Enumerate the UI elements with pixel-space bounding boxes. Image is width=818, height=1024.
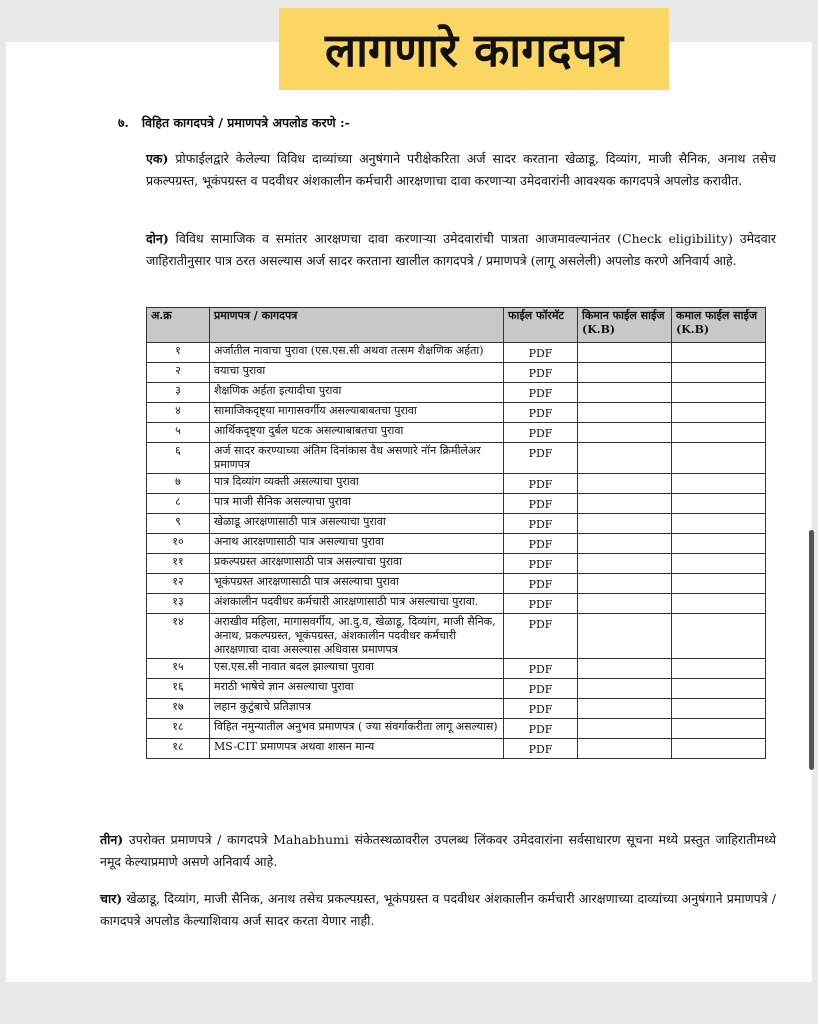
row-max-size xyxy=(672,363,766,383)
row-format: PDF xyxy=(504,659,578,679)
row-document: आर्थिकदृष्ट्या दुर्बल घटक असल्याबाबतचा पुरावा xyxy=(210,423,504,443)
row-document: खेळाडू आरक्षणासाठी पात्र असल्याचा पुरावा xyxy=(210,514,504,534)
header-format: फाईल फॉरमॅट xyxy=(504,308,578,343)
row-max-size xyxy=(672,383,766,403)
row-sr: १ xyxy=(147,343,210,363)
documents-table xyxy=(146,307,766,759)
paragraph-label: दोन) xyxy=(146,231,169,246)
row-max-size xyxy=(672,423,766,443)
row-document: अराखीव महिला, मागासवर्गीय, आ.दु.व, खेळाडू, दिव्यांग, माजी सैनिक, अनाथ, प्रकल्पग्रस्त, भूकंपग्रस्त, अंशकालीन पदवीधर कर्मचारी आरक्षणाचा दावा असल्यास अधिवास प्रमाणपत्र xyxy=(210,614,504,659)
row-document: मराठी भाषेचे ज्ञान असल्याचा पुरावा xyxy=(210,679,504,699)
table-row xyxy=(147,403,766,423)
row-document: लहान कुटुंबाचे प्रतिज्ञापत्र xyxy=(210,699,504,719)
row-max-size xyxy=(672,494,766,514)
row-min-size xyxy=(578,534,672,554)
paragraph-one xyxy=(146,148,776,192)
row-sr: ४ xyxy=(147,403,210,423)
row-format: PDF xyxy=(504,534,578,554)
row-sr: ८ xyxy=(147,494,210,514)
row-max-size xyxy=(672,614,766,659)
row-max-size xyxy=(672,474,766,494)
paragraph-three xyxy=(100,829,776,873)
row-min-size xyxy=(578,514,672,534)
row-format: PDF xyxy=(504,363,578,383)
row-format: PDF xyxy=(504,594,578,614)
row-document: अर्ज सादर करण्याच्या अंतिम दिनांकास वैध असणारे नॉन क्रिमीलेअर प्रमाणपत्र xyxy=(210,443,504,474)
row-document: पात्र माजी सैनिक असल्याचा पुरावा xyxy=(210,494,504,514)
row-sr: १४ xyxy=(147,614,210,659)
row-min-size xyxy=(578,699,672,719)
row-max-size xyxy=(672,554,766,574)
row-format: PDF xyxy=(504,514,578,534)
paragraph-four xyxy=(100,888,776,932)
table-row xyxy=(147,679,766,699)
paragraph-text: खेळाडू, दिव्यांग, माजी सैनिक, अनाथ तसेच प्रकल्पग्रस्त, भूकंपग्रस्त व पदवीधर अंशकालीन कर्मचारी आरक्षणाच्या दाव्यांच्या अनुषंगाने प्रमाणपत्रे / कागदपत्रे अपलोड केल्याशिवाय अर्ज सादर करता येणार नाही. xyxy=(100,891,776,928)
row-min-size xyxy=(578,363,672,383)
row-format: PDF xyxy=(504,343,578,363)
row-format: PDF xyxy=(504,554,578,574)
row-min-size xyxy=(578,343,672,363)
table-row xyxy=(147,423,766,443)
section-title: विहित कागदपत्रे / प्रमाणपत्रे अपलोड करणे :- xyxy=(141,115,350,130)
row-format: PDF xyxy=(504,679,578,699)
table-row xyxy=(147,719,766,739)
row-sr: ५ xyxy=(147,423,210,443)
row-sr: १७ xyxy=(147,699,210,719)
table-row xyxy=(147,614,766,659)
row-document: प्रकल्पग्रस्त आरक्षणासाठी पात्र असल्याचा पुरावा xyxy=(210,554,504,574)
row-sr: ९ xyxy=(147,514,210,534)
row-format: PDF xyxy=(504,423,578,443)
row-format: PDF xyxy=(504,739,578,759)
table-row xyxy=(147,343,766,363)
row-min-size xyxy=(578,423,672,443)
row-max-size xyxy=(672,659,766,679)
row-document: शैक्षणिक अर्हता इत्यादीचा पुरावा xyxy=(210,383,504,403)
table-row xyxy=(147,494,766,514)
table-row xyxy=(147,363,766,383)
scrollbar[interactable] xyxy=(809,530,814,770)
header-sr: अ.क्र xyxy=(147,308,210,343)
row-max-size xyxy=(672,443,766,474)
row-sr: १३ xyxy=(147,594,210,614)
table-row xyxy=(147,383,766,403)
row-min-size xyxy=(578,574,672,594)
table-row xyxy=(147,534,766,554)
row-max-size xyxy=(672,739,766,759)
row-sr: १५ xyxy=(147,659,210,679)
paragraph-label: तीन) xyxy=(100,832,124,847)
title-banner xyxy=(279,8,669,90)
table-body xyxy=(147,343,766,759)
row-min-size xyxy=(578,719,672,739)
row-min-size xyxy=(578,403,672,423)
row-min-size xyxy=(578,594,672,614)
paragraph-text: विविध सामाजिक व समांतर आरक्षणचा दावा करणाऱ्या उमेदवारांची पात्रता आजमावल्यानंतर (Check eligibility) उमेदवार जाहिरातीनुसार पात्र ठरत असल्यास अर्ज सादर करताना खालील कागदपत्रे / प्रमाणपत्रे (लागू असलेली) अपलोड करणे अनिवार्य आहे. xyxy=(146,231,776,268)
row-document: अर्जातील नावाचा पुरावा (एस.एस.सी अथवा तत्सम शैक्षणिक अर्हता) xyxy=(210,343,504,363)
row-max-size xyxy=(672,343,766,363)
table-row xyxy=(147,443,766,474)
row-format: PDF xyxy=(504,719,578,739)
paragraph-two xyxy=(146,228,776,272)
table-header-row xyxy=(147,308,766,343)
row-sr: ११ xyxy=(147,554,210,574)
row-max-size xyxy=(672,719,766,739)
row-format: PDF xyxy=(504,699,578,719)
row-sr: २ xyxy=(147,363,210,383)
section-heading xyxy=(118,114,350,131)
row-sr: १८ xyxy=(147,739,210,759)
row-format: PDF xyxy=(504,494,578,514)
paragraph-label: एक) xyxy=(146,151,169,166)
row-document: अंशकालीन पदवीधर कर्मचारी आरक्षणासाठी पात्र असल्याचा पुरावा. xyxy=(210,594,504,614)
row-sr: १८ xyxy=(147,719,210,739)
row-sr: १२ xyxy=(147,574,210,594)
row-max-size xyxy=(672,514,766,534)
row-document: सामाजिकदृष्ट्या मागासवर्गीय असल्याबाबतचा पुरावा xyxy=(210,403,504,423)
row-document: एस.एस.सी नावात बदल झाल्याचा पुरावा xyxy=(210,659,504,679)
header-document: प्रमाणपत्र / कागदपत्र xyxy=(210,308,504,343)
table-row xyxy=(147,474,766,494)
row-sr: ७ xyxy=(147,474,210,494)
row-document: विहित नमुन्यातील अनुभव प्रमाणपत्र ( ज्या संवर्गाकरीता लागू असल्यास) xyxy=(210,719,504,739)
row-sr: १६ xyxy=(147,679,210,699)
row-sr: ३ xyxy=(147,383,210,403)
row-sr: १० xyxy=(147,534,210,554)
table-row xyxy=(147,659,766,679)
row-document: भूकंपग्रस्त आरक्षणासाठी पात्र असल्याचा पुरावा xyxy=(210,574,504,594)
row-max-size xyxy=(672,403,766,423)
paragraph-label: चार) xyxy=(100,891,123,906)
row-max-size xyxy=(672,699,766,719)
row-format: PDF xyxy=(504,383,578,403)
row-min-size xyxy=(578,659,672,679)
paragraph-text: उपरोक्त प्रमाणपत्रे / कागदपत्रे Mahabhumi संकेतस्थळावरील उपलब्ध लिंकवर उमेदवारांना सर्वसाधारण सूचना मध्ये प्रस्तुत जाहिरातीमध्ये नमूद केल्याप्रमाणे असणे अनिवार्य आहे. xyxy=(100,832,776,869)
row-format: PDF xyxy=(504,574,578,594)
row-format: PDF xyxy=(504,614,578,659)
row-format: PDF xyxy=(504,403,578,423)
table-row xyxy=(147,574,766,594)
row-format: PDF xyxy=(504,443,578,474)
row-document: पात्र दिव्यांग व्यक्ती असल्याचा पुरावा xyxy=(210,474,504,494)
row-min-size xyxy=(578,614,672,659)
table-row xyxy=(147,699,766,719)
row-min-size xyxy=(578,383,672,403)
row-min-size xyxy=(578,739,672,759)
row-document: अनाथ आरक्षणासाठी पात्र असल्याचा पुरावा xyxy=(210,534,504,554)
row-max-size xyxy=(672,574,766,594)
table-row xyxy=(147,739,766,759)
table-row xyxy=(147,514,766,534)
row-document: वयाचा पुरावा xyxy=(210,363,504,383)
row-max-size xyxy=(672,534,766,554)
row-max-size xyxy=(672,594,766,614)
header-min-size: किमान फाईल साईज (K.B) xyxy=(578,308,672,343)
row-max-size xyxy=(672,679,766,699)
section-number: ७. xyxy=(118,115,129,130)
banner-title: लागणारे कागदपत्र xyxy=(324,23,624,77)
table-row xyxy=(147,554,766,574)
row-sr: ६ xyxy=(147,443,210,474)
row-format: PDF xyxy=(504,474,578,494)
row-min-size xyxy=(578,679,672,699)
header-max-size: कमाल फाईल साईज (K.B) xyxy=(672,308,766,343)
table-row xyxy=(147,594,766,614)
paragraph-text: प्रोफाईलद्वारे केलेल्या विविध दाव्यांच्या अनुषंगाने परीक्षेकरिता अर्ज सादर करताना खेळाडू, दिव्यांग, माजी सैनिक, अनाथ तसेच प्रकल्पग्रस्त, भूकंपग्रस्त व पदवीधर अंशकालीन कर्मचारी आरक्षणाचा दावा करणाऱ्या उमेदवारांनी आवश्यक कागदपत्रे अपलोड करावीत. xyxy=(146,151,776,188)
row-min-size xyxy=(578,474,672,494)
row-document: MS-CIT प्रमाणपत्र अथवा शासन मान्य xyxy=(210,739,504,759)
row-min-size xyxy=(578,443,672,474)
row-min-size xyxy=(578,494,672,514)
row-min-size xyxy=(578,554,672,574)
